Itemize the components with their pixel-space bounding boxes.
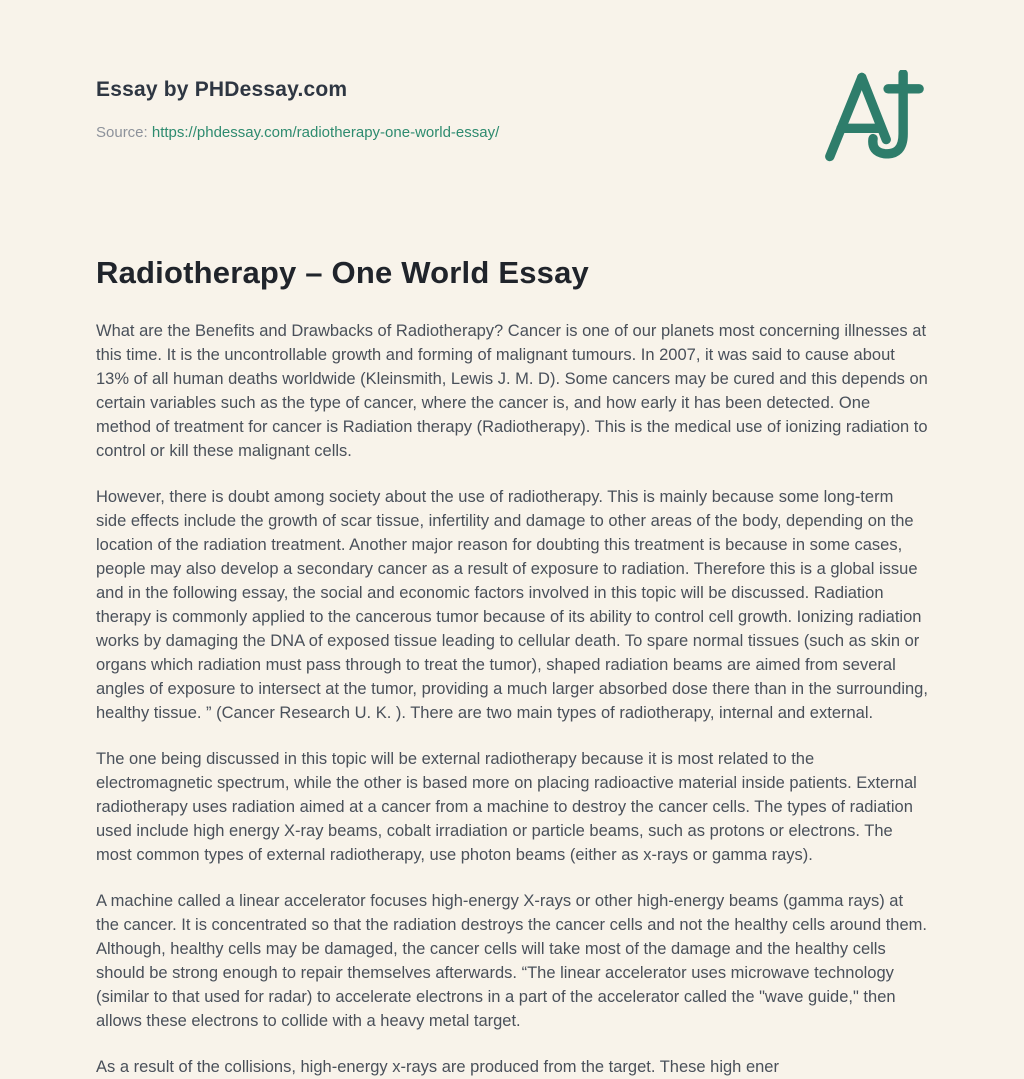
phdessay-logo-icon <box>822 70 926 164</box>
source-label: Source: <box>96 124 148 141</box>
essay-paragraph: What are the Benefits and Drawbacks of Radiotherapy? Cancer is one of our planets most concerning illnesses at this time. It is the uncontrollable growth and forming of malignant tumours. In 2007, it was said to cause about 13% of all human deaths worldwide (Kleinsmith, Lewis J. M. D). Some cancers may be cured and this depends on certain variables such as the type of cancer, where the cancer is, and how early it has been detected. One method of treatment for cancer is Radiation therapy (Radiotherapy). This is the medical use of ionizing radiation to control or kill these malignant cells. <box>96 322 928 460</box>
essay-paragraph: A machine called a linear accelerator focuses high-energy X-rays or other high-energy beams (gamma rays) at the cancer. It is concentrated so that the radiation destroys the cancer cells and not the healthy cells around them. Although, healthy cells may be damaged, the cancer cells will take most of the damage and the healthy cells should be strong enough to repair themselves afterwards. “The linear accelerator uses microwave technology (similar to that used for radar) to accelerate electrons in a part of the accelerator called the "wave guide," then allows these electrons to collide with a heavy metal target. <box>96 892 927 1030</box>
source-url-link[interactable]: https://phdessay.com/radiotherapy-one-world-essay/ <box>151 124 500 141</box>
essay-title: Radiotherapy – One World Essay <box>96 255 589 290</box>
essay-paragraph: The one being discussed in this topic will be external radiotherapy because it is most related to the electromagnetic spectrum, while the other is based more on placing radioactive material inside patients. External radiotherapy uses radiation aimed at a cancer from a machine to destroy the cancer cells. The types of radiation used include high energy X-ray beams, cobalt irradiation or particle beams, such as protons or electrons. The most common types of external radiotherapy, use photon beams (either as x-rays or gamma rays). <box>96 750 917 864</box>
source-line <box>96 124 822 141</box>
header-text <box>96 78 822 141</box>
page-header <box>96 78 928 169</box>
essay-paragraph: As a result of the collisions, high-energy x-rays are produced from the target. These high ener <box>96 1058 779 1076</box>
essay-body <box>96 319 928 1079</box>
essay-paragraph: However, there is doubt among society about the use of radiotherapy. This is mainly because some long-term side effects include the growth of scar tissue, infertility and damage to other areas of the body, depending on the location of the radiation treatment. Another major reason for doubting this treatment is because in some cases, people may also develop a secondary cancer as a result of exposure to radiation. Therefore this is a global issue and in the following essay, the social and economic factors involved in this topic will be discussed. Radiation therapy is commonly applied to the cancerous tumor because of its ability to control cell growth. Ionizing radiation works by damaging the DNA of exposed tissue leading to cellular death. To spare normal tissues (such as skin or organs which radiation must pass through to treat the tumor), shaped radiation beams are aimed from several angles of exposure to intersect at the tumor, providing a much larger absorbed dose there than in the surrounding, healthy tissue. ” (Cancer Research U. K. ). There are two main types of radiotherapy, internal and external. <box>96 488 928 722</box>
phdessay-logo <box>822 70 926 169</box>
byline: Essay by PHDessay.com <box>96 78 348 101</box>
